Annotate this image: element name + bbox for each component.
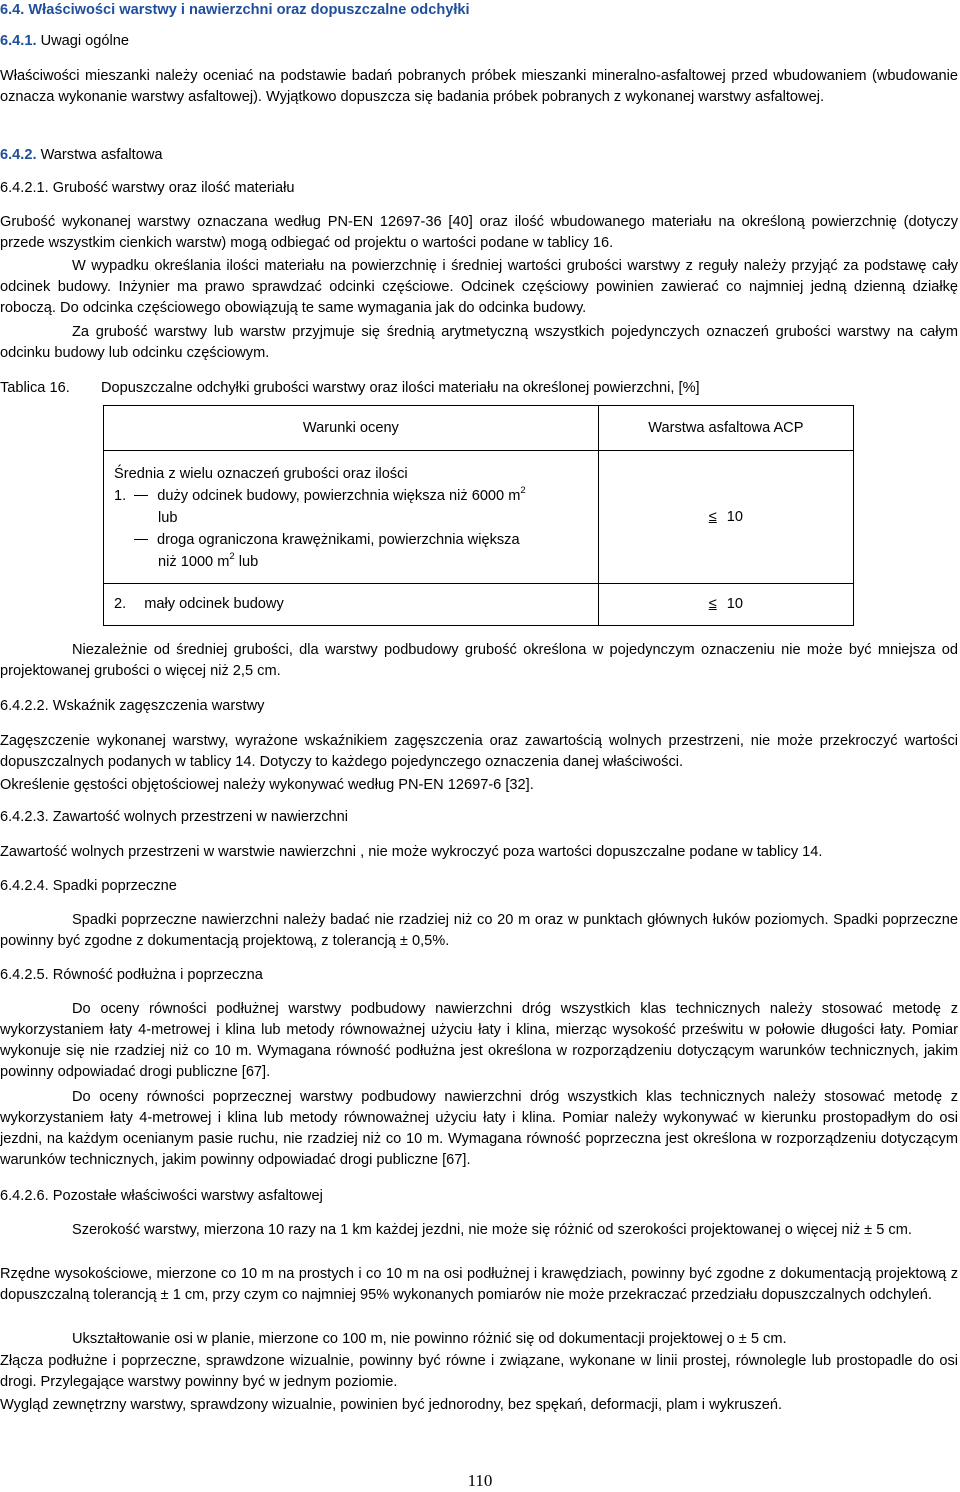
paragraph-width: Szerokość warstwy, mierzona 10 razy na 1 km każdej jezdni, nie może się różnić od szerokości projektowanej o więcej niż ± 5 cm. (72, 1222, 912, 1238)
row1-number: 1. (114, 488, 127, 504)
heading-number-6-4-1: 6.4.1. (0, 33, 37, 49)
paragraph-appearance: Wygląd zewnętrzny warstwy, sprawdzony wizualnie, powinien być jednorodny, bez spękań, deformacji, plam i wykruszeń. (0, 1397, 783, 1413)
row2-text: mały odcinek budowy (144, 596, 284, 612)
row1-line4 (114, 529, 598, 551)
paragraph-joints: Złącza podłużne i poprzeczne, sprawdzone wizualnie, powinny być równe i związane, wykonane w linii prostej, równolegle lub prostopadle do osi drogi. Przylegające warstwy powinny być w jednym poziomie. (0, 1353, 958, 1390)
row1-line3: lub (158, 510, 178, 526)
row1-item-large: duży odcinek budowy, powierzchnia większa niż 6000 m (157, 488, 521, 504)
dash-icon (134, 539, 148, 540)
row1-superscript: 2 (520, 485, 526, 496)
table-row-small (104, 584, 854, 626)
cell-small-conditions (104, 584, 599, 626)
row1-line5-superscript: 2 (229, 551, 235, 562)
row1-value: 10 (726, 508, 744, 525)
header-label-layer: Warstwa asfaltowa ACP (648, 419, 804, 436)
section-heading-6-4-1 (0, 31, 129, 52)
less-equal-icon: ≤ (708, 508, 717, 525)
paragraph-material-amount: W wypadku określania ilości materiału na powierzchnię i średniej wartości grubości warstwy z reguły należy przyjąć za podstawę cały odcinek budowy. Inżynier ma prawo sprawdzać odcinki częściowe. Odcinek częściowy powinien zawierać co najmniej jedną dzienną działkę roboczą. Do odcinka częściowego obowiązują te same wymagania jak do odcinka budowy. (0, 258, 958, 316)
row2-number: 2. (114, 596, 127, 612)
section-heading-6-4 (0, 0, 958, 21)
table-header-row (104, 406, 854, 451)
paragraph-compaction: Zagęszczenie wykonanej warstwy, wyrażone wskaźnikiem zagęszczenia oraz zawartością wolnych przestrzeni, nie może przekroczyć wartości dopuszczalnych podanych w tablicy 14. Dotyczy to każdego pojedynczego oznaczenia danej właściwości. (0, 733, 958, 770)
paragraph-general-remarks: Właściwości mieszanki należy oceniać na podstawie badań pobranych próbek mieszanki mineralno-asfaltowej przed wbudowaniem (wbudowanie oznacza wykonanie warstwy asfaltowej). Wyjątkowo dopuszcza się badania próbek pobranych z wykonanej warstwy asfaltowej. (0, 68, 958, 105)
paragraph-voids: Zawartość wolnych przestrzeni w warstwie nawierzchni , nie może wykroczyć poza wartości dopuszczalne podane w tablicy 14. (0, 844, 823, 860)
table-caption (0, 378, 958, 399)
page-number: 110 (467, 1471, 493, 1490)
paragraph-axis: Ukształtowanie osi w planie, mierzone co 100 m, nie powinno różnić się od dokumentacji projektowej o ± 5 cm. (72, 1331, 787, 1347)
row1-item-curbs: droga ograniczona krawężnikami, powierzchnia większa (157, 532, 520, 548)
row1-line2 (114, 485, 598, 507)
heading-number-6-4-2: 6.4.2. (0, 147, 37, 163)
tolerance-table (103, 405, 854, 626)
table-row-average (104, 451, 854, 584)
paragraph-longitudinal-evenness: Do oceny równości podłużnej warstwy podbudowy nawierzchni dróg wszystkich klas technicznych należy stosować metodę z wykorzystaniem łaty 4-metrowej i klina lub metody równoważnej użyciu łaty i klina, mierząc wysokość prześwitu w połowie długości łaty. Pomiar wykonuje się nie rzadziej niż co 10 m. Wymagana równość podłużna jest określona w rozporządzeniu dotyczącym warunków technicznych, jakim powinny odpowiadać drogi publiczne [67]. (0, 1001, 958, 1080)
heading-number-6-4-2-1: 6.4.2.1. (0, 180, 49, 196)
header-cell-layer (598, 406, 853, 451)
heading-6-4-2-3: 6.4.2.3. Zawartość wolnych przestrzeni w nawierzchni (0, 809, 348, 825)
paragraph-base-thickness: Niezależnie od średniej grubości, dla warstwy podbudowy grubość określona w pojedynczym oznaczeniu nie może być mniejsza od projektowanej grubości o więcej niż 2,5 cm. (0, 642, 958, 679)
less-equal-icon: ≤ (708, 596, 717, 612)
table-caption-text: Dopuszczalne odchyłki grubości warstwy oraz ilości materiału na określonej powierzchni, [%] (101, 380, 700, 396)
paragraph-density: Określenie gęstości objętościowej należy wykonywać według PN-EN 12697-6 [32]. (0, 777, 534, 793)
heading-6-4-2-5: 6.4.2.5. Równość podłużna i poprzeczna (0, 967, 263, 983)
paragraph-elevations: Rzędne wysokościowe, mierzone co 10 m na prostych i co 10 m na osi podłużnej i krawędziach, powinny być zgodne z dokumentacją projektową z dopuszczalną tolerancją ± 1 cm, przy czym co najmniej 95% wykonanych pomiarów nie może przekraczać przedziału dopuszczalnych odchyleń. (0, 1266, 958, 1303)
heading-title-6-4-2-1: Grubość warstwy oraz ilość materiału (52, 180, 295, 196)
heading-title-6-4-1: Uwagi ogólne (40, 33, 130, 49)
header-cell-conditions (104, 406, 599, 451)
cell-average-conditions (104, 451, 599, 584)
paragraph-average-thickness: Za grubość warstwy lub warstw przyjmuje się średnią arytmetyczną wszystkich pojedynczych oznaczeń grubości warstwy na całym odcinku budowy lub odcinku częściowym. (0, 324, 958, 361)
header-label-conditions: Warunki oceny (302, 419, 399, 436)
row1-line5-suffix: lub (234, 554, 259, 570)
section-heading-6-4-2 (0, 145, 163, 166)
table-caption-label: Tablica 16. (0, 380, 70, 396)
heading-6-4-2-4: 6.4.2.4. Spadki poprzeczne (0, 878, 177, 894)
paragraph-thickness: Grubość wykonanej warstwy oznaczana według PN-EN 12697-36 [40] oraz ilość wbudowanego materiału na określoną powierzchnię (dotyczy przede wszystkim cienkich warstw) mogą odbiegać od projektu o wartości podane w tablicy 16. (0, 214, 958, 251)
paragraph-cross-slopes: Spadki poprzeczne nawierzchni należy badać nie rzadziej niż co 20 m oraz w punktach głównych łuków poziomych. Spadki poprzeczne powinny być zgodne z dokumentacją projektową, z tolerancją ± 0,5%. (0, 912, 958, 949)
heading-6-4-2-6: 6.4.2.6. Pozostałe właściwości warstwy asfaltowej (0, 1188, 323, 1204)
row1-line5 (114, 551, 598, 573)
row1-line5-text: niż 1000 m (158, 554, 230, 570)
section-heading-6-4-2-1 (0, 178, 294, 199)
row2-value: 10 (726, 596, 744, 612)
paragraph-transverse-evenness: Do oceny równości poprzecznej warstwy podbudowy nawierzchni dróg wszystkich klas technicznych należy stosować metodę z wykorzystaniem łaty 4-metrowej i klina lub metody równoważnej użyciu łaty i klina. Pomiar należy wykonywać w kierunku prostopadłym do osi jezdni, na każdym ocenianym pasie ruchu, nie rzadziej niż co 10 m. Wymagana równość poprzeczna jest określona w rozporządzeniu dotyczącym warunków technicznych, jakim powinny odpowiadać drogi publiczne [67]. (0, 1089, 958, 1168)
heading-6-4: 6.4. Właściwości warstwy i nawierzchni oraz dopuszczalne odchyłki (0, 2, 470, 18)
dash-icon (134, 495, 148, 496)
row1-line1: Średnia z wielu oznaczeń grubości oraz ilości (114, 466, 408, 482)
cell-average-value (598, 451, 853, 584)
cell-small-value (598, 584, 853, 626)
heading-6-4-2-2: 6.4.2.2. Wskaźnik zagęszczenia warstwy (0, 698, 265, 714)
heading-title-6-4-2: Warstwa asfaltowa (40, 147, 163, 163)
